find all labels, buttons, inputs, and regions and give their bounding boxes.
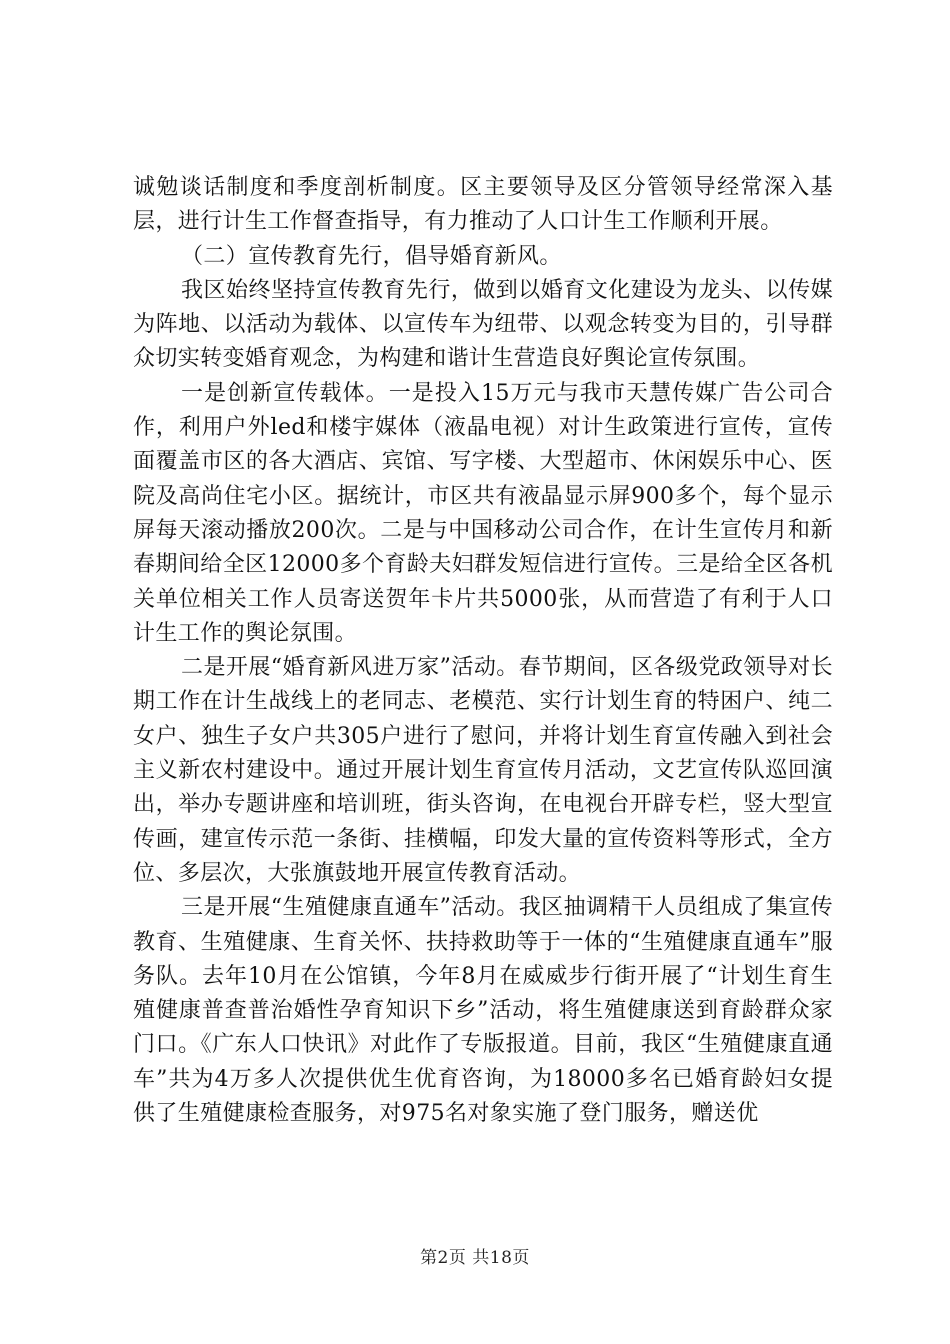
paragraph-item-3: 三是开展“生殖健康直通车”活动。我区抽调精干人员组成了集宣传教育、生殖健康、生育关怀、扶持救助等于一体的“生殖健康直通车”服务队。去年10月在公馆镇，今年8月在威威步行街开展了“计划生育生殖健康普查普治婚性孕育知识下乡”活动，将生殖健康送到育龄群众家门口。《广东人口快讯》对此作了专版报道。目前，我区“生殖健康直通车”共为4万多人次提供优生优育咨询，为18000多名已婚育龄妇女提供了生殖健康检查服务，对975名对象实施了登门服务，赠送优 bbox=[133, 895, 833, 1127]
paragraph-item-1: 一是创新宣传载体。一是投入15万元与我市天慧传媒广告公司合作，利用户外led和楼宇媒体（液晶电视）对计生政策进行宣传，宣传面覆盖市区的各大酒店、宾馆、写字楼、大型超市、休闲娱乐中心、医院及高尚住宅小区。据统计，市区共有液晶显示屏900多个，每个显示屏每天滚动播放200次。二是与中国移动公司合作，在计生宣传月和新春期间给全区12000多个育龄夫妇群发短信进行宣传。三是给全区各机关单位相关工作人员寄送贺年卡片共5000张，从而营造了有利于人口计生工作的舆论氛围。 bbox=[133, 380, 833, 646]
paragraph-intro: 我区始终坚持宣传教育先行，做到以婚育文化建设为龙头、以传媒为阵地、以活动为载体、以宣传车为纽带、以观念转变为目的，引导群众切实转变婚育观念，为构建和谐计生营造良好舆论宣传氛围。 bbox=[133, 277, 833, 372]
paragraph-item-2: 二是开展“婚育新风进万家”活动。春节期间，区各级党政领导对长期工作在计生战线上的老同志、老模范、实行计划生育的特困户、纯二女户、独生子女户共305户进行了慰问，并将计划生育宣传融入到社会主义新农村建设中。通过开展计划生育宣传月活动，文艺宣传队巡回演出，举办专题讲座和培训班，街头咨询，在电视台开辟专栏，竖大型宣传画，建宣传示范一条街、挂横幅，印发大量的宣传资料等形式，全方位、多层次，大张旗鼓地开展宣传教育活动。 bbox=[133, 655, 833, 886]
document-body bbox=[133, 171, 833, 1131]
paragraph-continuation: 诚勉谈话制度和季度剖析制度。区主要领导及区分管领导经常深入基层，进行计生工作督查指导，有力推动了人口计生工作顺利开展。 bbox=[133, 175, 833, 235]
section-heading: （二）宣传教育先行，倡导婚育新风。 bbox=[181, 243, 562, 269]
page-number-footer: 第2页 共18页 bbox=[420, 1248, 530, 1268]
